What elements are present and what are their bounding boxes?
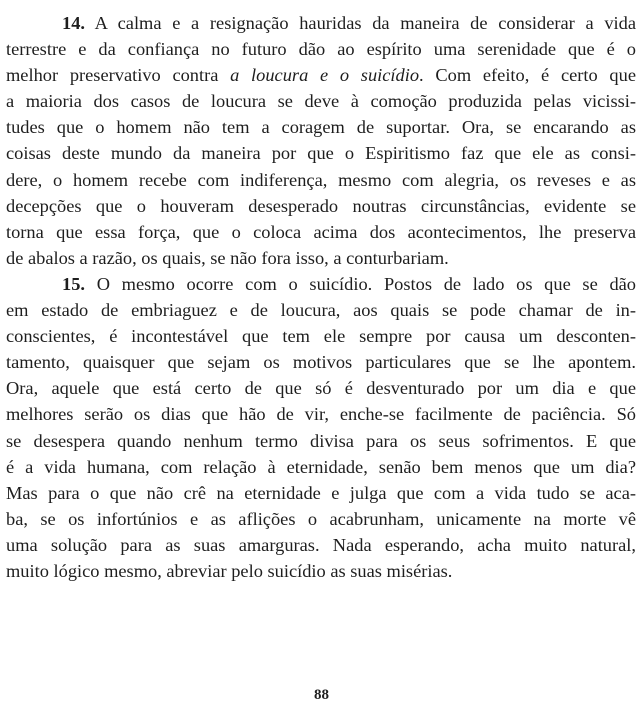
- paragraph-number: 14.: [62, 13, 85, 33]
- paragraph-15: [6, 271, 636, 584]
- paragraph-line: conscientes, é incontestável que tem ele sempre por causa um desconten-: [6, 326, 636, 347]
- paragraph-line: Mas para o que não crê na eternidade e julga que com a vida tudo se aca-: [6, 482, 636, 503]
- paragraph-line: torna que essa força, que o coloca acima dos acontecimentos, lhe preserva: [6, 221, 636, 242]
- paragraph-line: muito lógico mesmo, abreviar pelo suicídio as suas misérias.: [6, 560, 453, 581]
- paragraph-line: melhor preservativo contra a loucura e o suicídio. Com efeito, é certo que: [6, 65, 636, 86]
- paragraph-number: 15.: [62, 273, 85, 294]
- paragraph-line: decepções que o houveram desesperado noutras circunstâncias, evidente se: [6, 195, 636, 216]
- paragraph-line: de abalos a razão, os quais, se não fora isso, a conturbariam.: [6, 247, 449, 268]
- emphasis-text: a loucura e o suicídio: [230, 65, 420, 86]
- paragraph-line: tudes que o homem não tem a coragem de suportar. Ora, se encarando as: [6, 117, 636, 138]
- paragraph-line: dere, o homem recebe com indiferença, mesmo com alegria, os reveses e as: [6, 169, 636, 190]
- paragraph-14: [6, 10, 636, 271]
- paragraph-line: em estado de embriaguez e de loucura, aos quais se pode chamar de in-: [6, 300, 636, 321]
- paragraph-line: 15. O mesmo ocorre com o suicídio. Postos de lado os que se dão: [62, 273, 636, 294]
- paragraph-line: se desespera quando nenhum termo divisa para os seus sofrimentos. E que: [6, 430, 636, 451]
- paragraph-line: tamento, quaisquer que sejam os motivos particulares que se lhe apontem.: [6, 352, 636, 373]
- paragraph-line: uma solução para as suas amarguras. Nada esperando, acha muito natural,: [6, 534, 636, 555]
- paragraph-line: ba, se os infortúnios e as aflições o acabrunham, unicamente na morte vê: [6, 508, 636, 529]
- paragraph-line: Ora, aquele que está certo de que só é desventurado por um dia e que: [6, 378, 636, 399]
- paragraph-line: 14. A calma e a resignação hauridas da maneira de considerar a vida: [62, 13, 636, 33]
- paragraph-line: coisas deste mundo da maneira por que o Espiritismo faz que ele as consi-: [6, 143, 636, 164]
- paragraph-line: terrestre e da confiança no futuro dão ao espírito uma serenidade que é o: [6, 39, 636, 60]
- page-number: 88: [314, 687, 329, 703]
- page-body: [6, 10, 636, 584]
- paragraph-line: é a vida humana, com relação à eternidade, senão bem menos que um dia?: [6, 456, 636, 477]
- paragraph-line: a maioria dos casos de loucura se deve à comoção produzida pelas vicissi-: [6, 91, 636, 112]
- paragraph-line: melhores serão os dias que hão de vir, enche-se facilmente de paciência. Só: [6, 404, 636, 425]
